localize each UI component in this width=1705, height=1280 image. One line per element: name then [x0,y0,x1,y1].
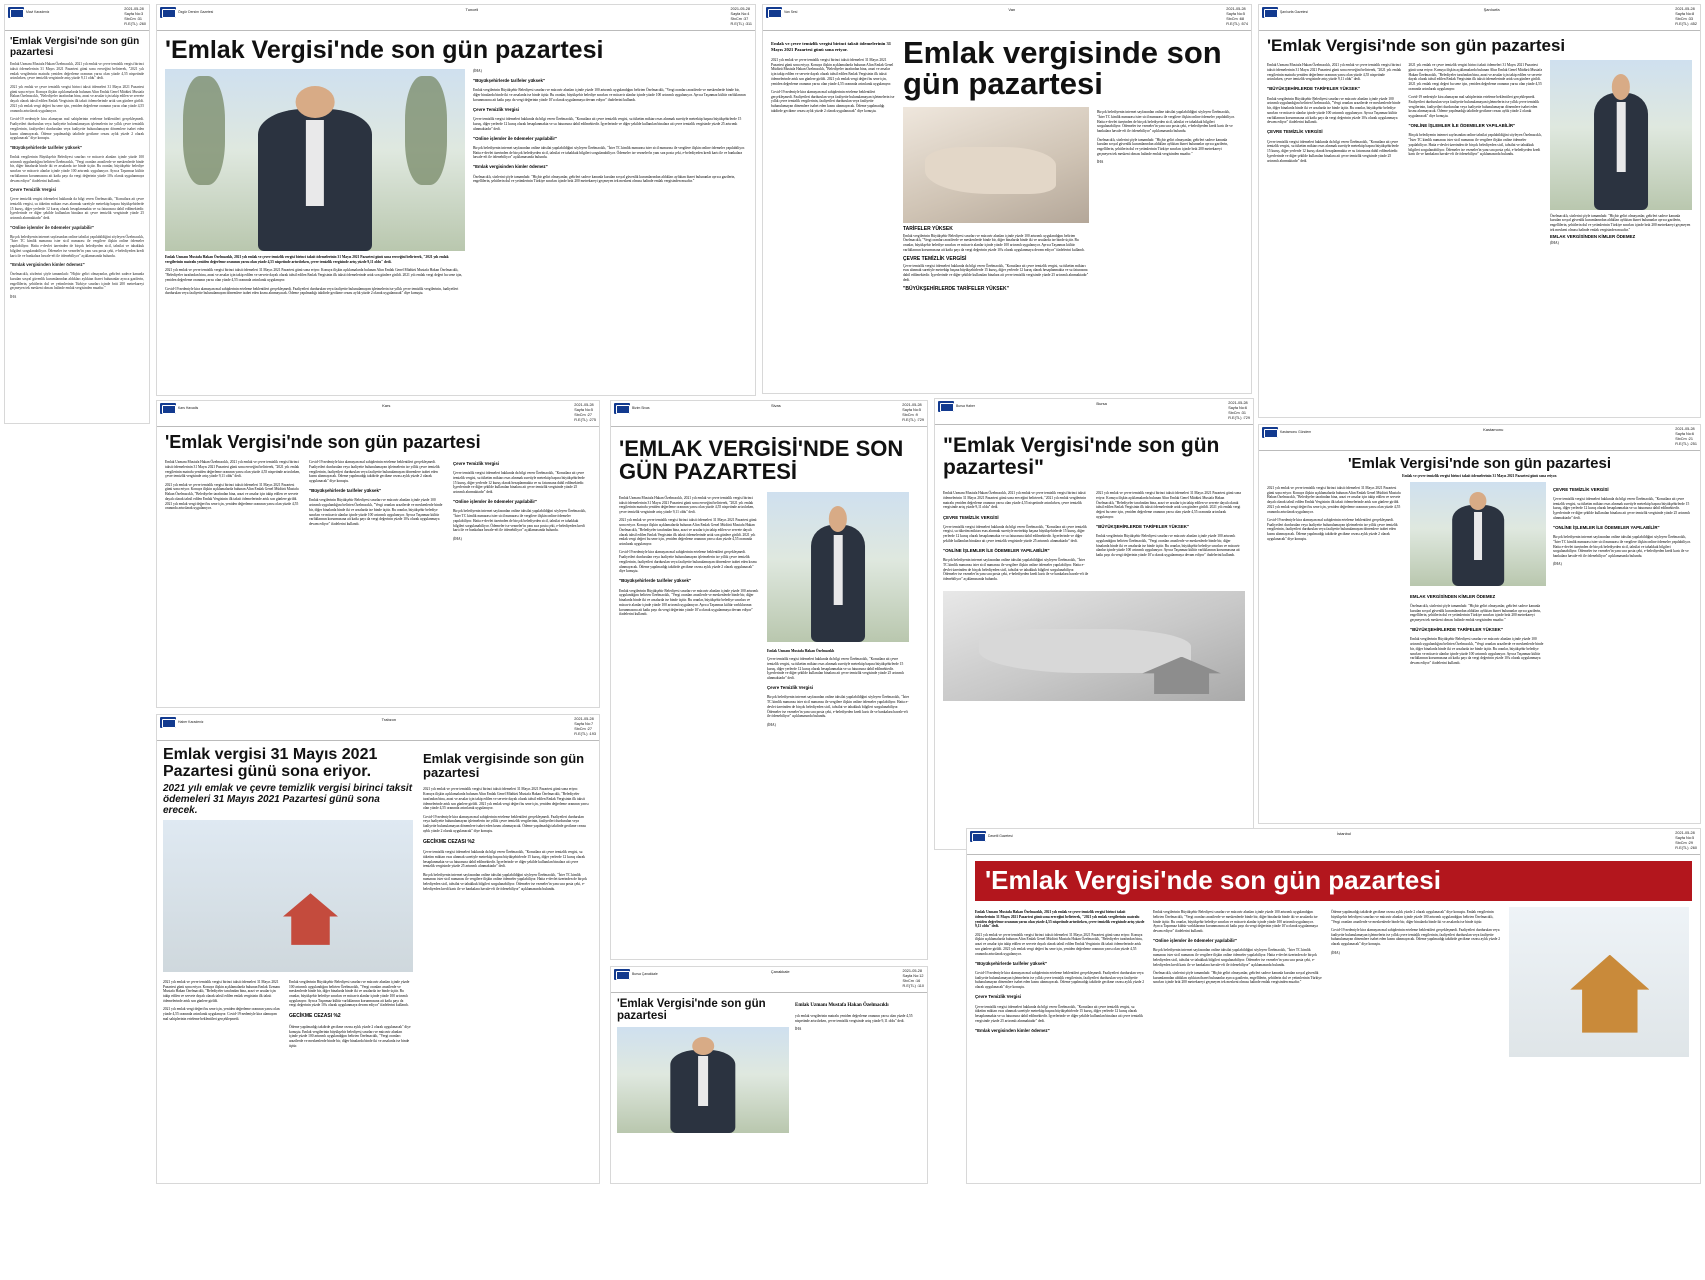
para-5: Birçok belediyenin internet sayfasından online tahsilat yapılabildiğini söyleyen Özelmacıklı, "İster TC kimlik numarası ister sicil numarası ile vergilere ilişkin online ödemeler yapılabiliyor. Hatta e-devlet üzerinden de birçok belediyeden sicil, tahsilat ve tahakkuk bilgileri sorgulanabiliyor. Ödemeler ise vezneler'in yanı sıra posta çeki, e-belediyeden kredi kartı ile ve bankalara havale-eft ile ödenebiliyor" açıklamasında bulundu. [767,695,909,719]
para-3: Emlak vergilerinin Büyükşehir Belediyesi sınırları ve mücavir alanları içinde yüzde 100 artırımlı uygulandığını belirten Özelmacıklı, "Vergi oranları arazilerde ve meskenlerde binde bir, diğer binalarda binde iki ve arsalarda ise binde üçtür. Bu oranlar, büyükşehir belediye sınırları ve mücavir alanlar içinde yüzde 100 artırımlı uygulanıyor. Ayrıca Taşınmaz kültür varlıklarının korunmasına ait katkı payı da vergi değerinin yüzde 10'u olarak uygulanmaya devam ediyor" ifadelerini kullandı. [10,154,144,183]
headline: 'Emlak Vergisi'nde son gün pazartesi [10,35,140,58]
person-figure [1452,505,1504,586]
agency-logo [160,403,198,414]
para-5: 2021 yılı emlak ve çevre temizlik vergisi birinci taksit ödemeleri 31 Mayıs 2021 Pazartesi günü sona eriyor. Konuya ilişkin açıklamalarda bulunan Altın Emlak Genel Müdürü Mustafa Hakan Özelmacıklı, "Belediyeler tarafından bina, arazi ve arsalar için takip edilen ve servete dayalı olarak tahsil edilen Emlak Vergisinin ilk taksit ödemelerinde artık son günlere girildi. 2021 yılı emlak vergi değeri bu sene için, yeniden değerleme oranının yarısı olan yüzde 4,55 oranında artırılarak uygulanıyor. [423,787,589,811]
clip-meta: 2021-05-28 Sayfa No:6 StxCm :31 R.E(TL) :729 [1228,401,1250,420]
subhead: Emlak ve çevre temizlik vergisi birinci taksit ödemelerinin 31 Mayıs 2021 Pazartesi günü sona eriyor. [1402,473,1557,478]
clip-meta: 2021-05-28 Sayfa No:12 StxCm :16 R.E(TL) :110 [902,969,924,988]
para-3: Emlak vergilerinin Büyükşehir Belediyesi sınırları ve mücavir alanları içinde yüzde 100 artırımlı uygulandığını belirten Özelmacıklı, "Vergi oranları arazilerde ve meskenlerde binde bir, diğer binalarda binde iki ve arsalarda ise binde üçtür. Bu oranlar, büyükşehir belediye sınırları ve mücavir alanlar içinde yüzde 100 artırımlı uygulanıyor. Ayrıca Taşınmaz kültür varlıklarının korunmasına ait katkı payı da vergi değerinin yüzde 10'u olarak uygulanmaya devam ediyor" ifadelerini kullandı. [619,588,759,617]
lead: Emlak Uzmanı Mustafa Hakan Özelmacıklı, 2021 yılı emlak ve çevre temizlik vergisi birinci taksit ödemelerinin 31 Mayıs 2021 Pazartesi günü sona ereceğini belirterek, "2021 yılı emlak vergilerinin matrahı yeniden değerleme oranının yarısı olan yüzde 4,55 nispetinde artırılırken, çevre temizlik vergisinde artış yüzde 9,11 oldu" dedi. [165,460,301,479]
subtitle-6: "BÜYÜKŞEHİRLERDE TARİFELER YÜKSEK" [1096,524,1190,530]
clip-bursa-haber[interactable] [934,398,1254,850]
expert-photo [767,492,909,642]
clip-haber-karadeniz[interactable] [156,714,600,1184]
clip-header [157,715,599,741]
paper-name: Davetli Gazetesi [988,834,1013,839]
credit: (İHA) [767,722,776,727]
logo-mark [970,831,986,842]
agency-logo [766,7,797,18]
clip-header [935,399,1253,425]
logo-mark [160,403,176,414]
clip-meta: 2021-05-28 Sayfa No:5 StxCm :27 R.E(TL) :275 [574,403,596,422]
subtitle-2: Çevre Temizlik Vergisi [10,187,57,193]
logo-mark [614,969,630,980]
para-6: Özelmacıklı, sözlerini şöyle tamamladı: "Hiçbir geliri olmayanlar, gelirleri sadece kanunla kurulan sosyal güvenlik kurumlarından aldıkları aylıktan ibaret bulunanlar ayrıca gazilerin, engellilerin, şehitlerin dul ve yetimlerinin Türkiye sınırları içinde brüt 200 metrekareyi geçmeyen tek meskeni olması halinde emlak vergisinden muaftır." [473,174,736,184]
subtitle-1: "Büyükşehirlerde tarifeler yüksek" [10,145,83,151]
subtitle-2: Çevre Temizlik Vergisi [473,106,520,112]
clip-header [1259,5,1700,31]
paper-name: Bizim Sivas [632,406,650,411]
clip-mavi-karadeniz[interactable] [4,4,150,424]
subtitle-7: ÇEVRE TEMİZLİK VERGİSİ [903,255,967,262]
para-4: Çevre temizlik vergisi ödemeleri hakkında da bilgi veren Özelmacıklı, "Konutlara ait çevre temizlik vergisi, su tüketim miktarı esas alınmak suretiyle metreküp başına büyükşehirlerde 15 kuruş, diğer yerlerde 12 kuruş olarak hesaplanmakta ve su faturasına dahil edilmektedir. İşyerlerinde ve diğer şekilde kullanılan binalara ait çevre temizlik vergisinde yüzde 25 artırımlı alınmaktadır" dedi. [1553,496,1690,520]
subtitle-1: "Büyükşehirlerde tarifeler yüksek" [619,578,692,584]
subtitle-5: TARİFELER YÜKSEK [903,225,953,232]
para-3: Çevre temizlik vergisi ödemeleri hakkında da bilgi veren Özelmacıklı, "Konutlara ait çevre temizlik vergisi, su tüketim miktarı esas alınmak suretiyle metreküp başına büyükşehirlerde 15 kuruş, diğer yerlerde 12 kuruş olarak hesaplanmakta ve su faturasına dahil edilmektedir. İşyerlerinde ve diğer şekilde kullanılan binalara ait çevre temizlik vergisinde yüzde 25 artırımlı alınmaktadır" dedi. [975,1004,1143,1023]
clip-header [967,829,1700,855]
para-5: Birçok belediyenin internet sayfasından online tahsilat yapılabildiğini söyleyen Özelmacıklı, "İster TC kimlik numarası ister sicil numarası ile vergilere ilişkin online ödemeler yapılabiliyor. Hatta e-devlet üzerinden de birçok belediyeden sicil, tahsilat ve tahakkuk bilgileri sorgulanabiliyor. Ödemeler ise vezneler'in yanı sıra posta çeki, e-belediyeden kredi kartı ile ve bankalara havale-eft ile ödenebiliyor" açıklamasında bulundu. [1553,535,1691,559]
para-7: Ödeme yapılmadığı takdirde gecikme cezası aylık yüzde 2 olarak uygulanacak" diye konuştu. Emlak vergilerinin büyükşehir belediyesi sınırları ve mücavir alanları içinde yüzde 100 artırımlı uygulandığını belirten Özelmacıklı, "Vergi oranları arazilerde ve meskenlerde binde bir, diğer binalarda binde iki ve arsalarda ise binde üçtür. [1331,910,1494,924]
subtitle-1: "Büyükşehirlerde tarifeler yüksek" [309,488,382,494]
house-hand-photo [1509,907,1689,1057]
logo-mark [766,7,782,18]
credit: İHA [795,1027,802,1032]
paper-city: Sivas [771,403,781,408]
subtitle-8: "ONLİNE İŞLEMLER İLE ÖDEMELER YAPILABİLİR" [1553,524,1660,530]
credit: İHA [1097,160,1104,165]
subhead: Emlak ve çevre temizlik vergisi birinci taksit ödemelerinin 31 Mayıs 2021 Pazartesi günü sona eriyor. [771,41,892,53]
para-7: Çevre temizlik vergisi ödemeleri hakkında da bilgi veren Özelmacıklı, "Konutlara ait çevre temizlik vergisi, su tüketim miktarı esas alınmak suretiyle metreküp başına büyükşehirlerde 15 kuruş, diğer yerlerde 12 kuruş olarak hesaplanmakta ve su faturasına dahil edilmektedir. İşyerlerinde ve diğer şekilde kullanılan binalara ait çevre temizlik vergisinde yüzde 25 artırımlı alınmaktadır" dedi. [423,850,585,869]
clip-meta: 2021-05-28 Sayfa No:5 StxCm :68 R.E(TL) :574 [1226,7,1248,26]
subtitle-3: "Online işlemler ile ödemeler yapılabilir" [453,499,538,505]
headline: 'EMLAK VERGİSİ'NDE SON GÜN PAZARTESİ [619,435,904,485]
clip-meta: 2021-05-28 Sayfa No:5 StxCm :9 R.E(TL) :729 [902,403,924,422]
lead: Emlak Uzmanı Mustafa Hakan Özelmacıklı, 2021 yılı emlak ve çevre temizlik vergisi birinci taksit ödemelerinin 31 Mayıs 2021 Pazartesi günü sona ereceğini belirterek, "2021 yılı emlak vergilerinin matrahı yeniden değerleme oranının yarısı olan yüzde 4,55 nispetinde artırılırken, çevre temizlik vergisinde artış yüzde 9,11 oldu" dedi. [619,495,755,514]
person-figure [258,109,372,251]
clip-davetli-gazetesi[interactable] [966,828,1701,1184]
subtitle-4: "Emlak vergisinden kimler ödemez" [10,262,85,268]
para-4: Çevre temizlik vergisi ödemeleri hakkında da bilgi veren Özelmacıklı, "Konutlara ait çevre temizlik vergisi, su tüketim miktarı esas alınmak suretiyle metreküp başına büyükşehirlerde 15 kuruş, diğer yerlerde 12 kuruş olarak hesaplanmakta ve su faturasına dahil edilmektedir. İşyerlerinde ve diğer şekilde kullanılan binalara ait çevre temizlik vergisinde yüzde 25 artırımlı alınmaktadır" dedi. [10,197,144,221]
logo-mark [160,7,176,18]
clip-header [763,5,1251,31]
subtitle-8: "ONLİNE İŞLEMLER İLE ÖDEMELER YAPILABİLİR" [943,548,1050,554]
para-1: 2021 yılı emlak ve çevre temizlik vergisi birinci taksit ödemeleri 31 Mayıs 2021 Pazartesi günü sona eriyor. Konuya ilişkin açıklamalarda bulunan Altın Emlak Genel Müdürü Mustafa Hakan Özelmacıklı, "Belediyeler tarafından bina, arazi ve arsalar için takip edilen ve servete dayalı olarak tahsil edilen Emlak Vergisinin ilk taksit ödemelerinde artık son günlere girildi. 2021 yılı emlak vergi değeri bu sene için, yeniden değerleme oranının yarısı olan yüzde 4,55 oranında artırılarak uygulanıyor. [619,518,757,546]
clip-van-sesi[interactable] [762,4,1252,394]
para-5: Birçok belediyenin internet sayfasından online tahsilat yapılabildiğini söyleyen Özelmacıklı, "İster TC kimlik numarası ister sicil numarası ile vergilere ilişkin online ödemeler yapılabiliyor. Hatta e-devlet üzerinden de birçok belediyeden sicil, tahsilat ve tahakkuk bilgileri sorgulanabiliyor. Ödemeler ise vezneler'in yanı sıra posta çeki, e-belediyeden kredi kartı ile ve bankalara havale-eft ile ödenebiliyor" açıklamasında bulundu. [943,558,1089,582]
clip-kastamonu-gundem[interactable] [1258,424,1701,824]
clip-ozgur-dersim[interactable] [156,4,756,396]
clip-meta: 2021-05-28 Sayfa No:4 StxCm :37 R.E(TL) :311 [730,7,752,26]
subtitle-7: ÇEVRE TEMİZLİK VERGİSİ [943,514,999,520]
para-4: Çevre temizlik vergisi ödemeleri hakkında da bilgi veren Özelmacıklı, "Konutlara ait çevre temizlik vergisi, su tüketim miktarı esas alınmak suretiyle metreküp başına büyükşehirlerde 15 kuruş, diğer yerlerde 12 kuruş olarak hesaplanmakta ve su faturasına dahil edilmektedir. İşyerlerinde ve diğer şekilde kullanılan binalara ait çevre temizlik vergisinde yüzde 25 artırımlı alınmaktadır" dedi. [767,657,904,681]
clip-bursa-canakkale[interactable] [610,966,928,1184]
para-4: Çevre temizlik vergisi ödemeleri hakkında da bilgi veren Özelmacıklı, "Konutlara ait çevre temizlik vergisi, su tüketim miktarı esas alınmak suretiyle metreküp başına büyükşehirlerde 15 kuruş, diğer yerlerde 12 kuruş olarak hesaplanmakta ve su faturasına dahil edilmektedir. İşyerlerinde ve diğer şekilde kullanılan binalara ait çevre temizlik vergisinde yüzde 25 artırımlı alınmaktadır" dedi. [1267,139,1399,163]
paper-city: İstanbul [1336,831,1351,836]
subtitle-3: "Online işlemler ile ödemeler yapılabilir" [1153,938,1238,944]
paper-name: Kars Havadis [178,406,199,411]
person-figure [811,525,865,642]
photo-caption: Emlak Uzmanı Mustafa Hakan Özelmacıklı [767,648,835,653]
clip-header [157,5,755,31]
clip-meta: 2021-05-28 Sayfa No:7 StxCm :27 R.E(TL) :193 [574,717,596,736]
paper-name: Van Sesi [784,10,798,15]
para-3: Emlak vergilerinin Büyükşehir Belediyesi sınırları ve mücavir alanları içinde yüzde 100 artırımlı uygulandığını belirten Özelmacıklı, "Vergi oranları arazilerde ve meskenlerde binde bir, diğer binalarda binde iki ve arsalarda ise binde üçtür. Bu oranlar, büyükşehir belediye sınırları ve mücavir alanlar içinde yüzde 100 artırımlı uygulanıyor. Ayrıca Taşınmaz kültür varlıklarının korunmasına ait katkı payı da vergi değerinin yüzde 10'u olarak uygulanmaya devam ediyor" ifadelerini kullandı. [289,979,410,1008]
headline: "Emlak Vergisi'nde son gün pazartesi" [943,433,1220,480]
credit: (İHA) [1331,950,1340,955]
clip-kars-havadis[interactable] [156,400,600,708]
headline: Emlak vergisinde son gün pazartesi [903,34,1222,101]
expert-photo [1550,60,1692,210]
para-2: 2021 yılı emlak vergi değeri bu sene için, yeniden değerleme oranının yarısı olan yüzde 4,55 oranında artırılarak uygulanıyor. Covid-19 nedeniyle kira alamayan mal sahiplerinin erteleme beklentileri gerçekleşmedi. [163,1007,280,1021]
para-2: Covid-19 nedeniyle kira alamayan mal sahiplerinin erteleme beklentileri gerçekleşmedi. Faaliyetleri durdurulan veya faaliyette bulunulamayan işletmelerin ise yıllık çevre temizlik vergilerinin, faaliyetleri durdurulan veya faaliyette bulunulamayan dönemlere isabet eden kısmı alınmayacak. Ödeme yapılmadığı takdirde gecikme cezası aylık yüzde 2 olarak uygulanacak" diye konuştu. [771,90,895,113]
paper-city: Van [1008,7,1016,12]
agency-logo [970,831,1013,842]
para-2: Covid-19 nedeniyle kira alamayan mal sahiplerinin erteleme beklentileri gerçekleşmedi. Faaliyetleri durdurulan veya faaliyette bulunulamayan işletmelerin ise yıllık çevre temizlik vergilerinin, faaliyetleri durdurulan veya faaliyette bulunulamayan dönemlere isabet eden kısmı alınmayacak. Ödeme yapılmadığı takdirde gecikme cezası aylık yüzde 2 olarak uygulanacak" diye konuştu. [165,286,459,296]
paper-city: Bursa [1096,401,1107,406]
para-5: Birçok belediyenin internet sayfasından online tahsilat yapılabildiğini söyleyen Özelmacıklı, "İster TC kimlik numarası ister sicil numarası ile vergilere ilişkin online ödemeler yapılabiliyor. Hatta e-devlet üzerinden de birçok belediyeden sicil, tahsilat ve tahakkuk bilgileri sorgulanabiliyor. Ödemeler ise vezneler'in yanı sıra posta çeki, e-belediyeden kredi kartı ile ve bankalara havale-eft ile ödenebiliyor" açıklamasında bulundu. [453,509,587,533]
worker-photo [943,591,1245,701]
para-3: Emlak vergilerinin Büyükşehir Belediyesi sınırları ve mücavir alanları içinde yüzde 100 artırımlı uygulandığını belirten Özelmacıklı, "Vergi oranları arazilerde ve meskenlerde binde bir, diğer binalarda binde iki ve arsalarda ise binde üçtür. Bu oranlar, büyükşehir belediye sınırları ve mücavir alanlar içinde yüzde 100 artırımlı uygulanıyor. Ayrıca Taşınmaz kültür varlıklarının korunmasına ait katkı payı da vergi değerinin yüzde 10'u olarak uygulanmaya devam ediyor" ifadelerini kullandı. [1410,637,1544,666]
agency-logo [614,969,658,980]
subtitle-4: "Emlak vergisinden kimler ödemez" [975,1027,1050,1033]
headline: 'Emlak Vergisi'nde son gün pazartesi [617,997,766,1023]
subhead: 2021 yılı emlak ve çevre temizlik vergisi birinci taksit ödemeleri 31 Mayıs 2021 Pazartesi günü sona erecek. [163,783,413,817]
para-3: Emlak vergilerinin Büyükşehir Belediyesi sınırları ve mücavir alanları içinde yüzde 100 artırımlı uygulandığını belirten Özelmacıklı, "Vergi oranları arazilerde ve meskenlerde binde bir, diğer binalarda binde iki ve arsalarda ise binde üçtür. Bu oranlar, büyükşehir belediye sınırları ve mücavir alanlar içinde yüzde 100 artırımlı uygulanıyor. Ayrıca Taşınmaz kültür varlıklarının korunmasına ait katkı payı da vergi değerinin yüzde 10'u olarak uygulanmaya devam ediyor" ifadelerini kullandı. [1267,96,1401,125]
para-1: 2021 yılı emlak ve çevre temizlik vergisi birinci taksit ödemeleri 31 Mayıs 2021 Pazartesi günü sona eriyor. Konuya ilişkin açıklamalarda bulunan Emlak Uzmanı Mustafa Hakan Özelmacıklı, "Belediyeler tarafından bina, arazi ve arsalar için takip edilen ve servete dayalı olarak tahsil edilen emlak vergisinin ilk taksit ödemelerinde artık son günlere girildi. [163,979,280,1003]
headline-banner: 'Emlak Vergisi'nde son gün pazartesi [975,861,1692,901]
paper-name: Kastamonu Gündem [1280,430,1312,435]
clip-header [1259,425,1700,451]
subtitle-10: GECİKME CEZASI %2 [289,1013,341,1020]
agency-logo [614,403,650,414]
para-2: Covid-19 nedeniyle kira alamayan mal sahiplerinin erteleme beklentileri gerçekleşmedi. Faaliyetleri durdurulan veya faaliyette bulunulamayan işletmelerin ise yıllık çevre temizlik vergilerinin, faaliyetleri durdurulan veya faaliyette bulunulamayan dönemlere isabet eden kısmı alınmayacak. Ödeme yapılmadığı takdirde gecikme cezası aylık yüzde 2 olarak uygulanacak" diye konuştu. [309,460,440,484]
subtitle-6: "BÜYÜKŞEHİRLERDE TARİFELER YÜKSEK" [1410,627,1504,633]
subtitle-4: "Emlak vergisinden kimler ödemez" [473,164,548,170]
para-6: Özelmacıklı, sözlerini şöyle tamamladı: "Hiçbir geliri olmayanlar, gelirleri sadece kanunla kurulan sosyal güvenlik kurumlarından aldıkları aylıktan ibaret bulunanlar ayrıca gazilerin, engellilerin, şehitlerin dul ve yetimlerinin Türkiye sınırları içinde brüt 200 metrekareyi geçmeyen tek meskeni olması halinde emlak vergisinden muaftır." [1097,137,1229,156]
clip-sanliurfa[interactable] [1258,4,1701,418]
paper-name: Bursa Haber [956,404,976,409]
para-8: Covid-19 nedeniyle kira alamayan mal sahiplerinin erteleme beklentileri gerçekleşmedi. Faaliyetleri durdurulan veya faaliyette bulunulamayan işletmelerin ise yıllık çevre temizlik vergilerinin, faaliyetleri durdurulan veya faaliyette bulunulamayan dönemlere isabet eden kısmı alınmayacak. Ödeme yapılmadığı takdirde gecikme cezası aylık yüzde 2 olarak uygulanacak" diye konuştu. [1331,927,1501,947]
clip-header [5,5,149,31]
hands-photo [903,107,1089,223]
subtitle-1: "Büyükşehirlerde tarifeler yüksek" [473,78,546,84]
headline: 'Emlak Vergisi'nde son gün pazartesi [165,35,604,64]
paper-name: Özgür Dersim Gazetesi [178,10,214,15]
expert-photo [617,1027,789,1133]
para-1: 2021 yılı emlak ve çevre temizlik vergisi birinci taksit ödemeleri 31 Mayıs 2021 Pazartesi günü sona eriyor. Konuya ilişkin açıklamalarda bulunan Altın Emlak Genel Müdürü Mustafa Hakan Özelmacıklı, "Belediyeler tarafından bina, arazi ve arsalar için takip edilen ve servete dayalı olarak tahsil edilen Emlak Vergisinin ilk taksit ödemelerinde artık son günlere girildi. 2021 yılı emlak vergi değeri bu sene için, yeniden değerleme oranının yarısı olan yüzde 4,55 oranında artırılarak uygulanıyor. [771,58,894,86]
credit: (İHA) [1553,562,1562,567]
credit: (İHA) [453,536,462,541]
subtitle-9: EMLAK VERGİSİNDEN KİMLER ÖDEMEZ [1550,234,1636,240]
paper-city: Kastamonu [1483,427,1504,432]
credit: İHA [10,295,17,300]
expert-photo [165,69,465,251]
para-4: Ödeme yapılmadığı takdirde gecikme cezası aylık yüzde 2 olarak uygulanacak" diye konuştu. Emlak vergilerinin büyükşehir belediyesi sınırları ve mücavir alanları içinde yüzde 100 artırımlı uygulandığını belirten Özelmacıklı, "Vergi oranları arazilerde ve meskenlerde binde bir, diğer binalarda binde iki ve arsalarda ise binde üçtür. [289,1024,411,1048]
house-photo [163,820,413,972]
clip-meta: 2021-05-28 Sayfa No:5 StxCm :29 R.E(TL) :260 [1675,831,1697,850]
logo-mark [938,401,954,412]
expert-name: Emlak Uzmanı Mustafa Hakan Özelmacıklı [795,1002,889,1008]
para-2: Covid-19 nedeniyle kira alamayan mal sahiplerinin erteleme beklentileri gerçekleşmedi. Faaliyetleri durdurulan veya faaliyette bulunulamayan işletmelerin ise yıllık çevre temizlik vergilerinin, faaliyetleri durdurulan veya faaliyette bulunulamayan dönemlere isabet eden kısmı alınmayacak. Ödeme yapılmadığı takdirde gecikme cezası aylık yüzde 2 olarak uygulanacak" diye konuştu. [975,970,1145,990]
subtitle-7: ÇEVRE TEMİZLİK VERGİSİ [1267,129,1323,135]
para-6: Covid-19 nedeniyle kira alamayan mal sahiplerinin erteleme beklentileri gerçekleşmedi. Faaliyetleri durdurulan veya faaliyette bulunulamayan işletmelerin ise yıllık çevre temizlik vergilerinin, faaliyetleri durdurulan veya faaliyette bulunulamayan dönemlere isabet eden kısmı alınmayacak. Ödeme yapılmadığı takdirde gecikme cezası aylık yüzde 2 olarak uygulanacak" diye konuştu. [423,814,587,833]
clip-header [157,401,599,427]
para-3: Emlak vergilerinin Büyükşehir Belediyesi sınırları ve mücavir alanları içinde yüzde 100 artırımlı uygulandığını belirten Özelmacıklı, "Vergi oranları arazilerde ve meskenlerde binde bir, diğer binalarda binde iki ve arsalarda ise binde üçtür. Bu oranlar, büyükşehir belediye sınırları ve mücavir alanlar içinde yüzde 100 artırımlı uygulanıyor. Ayrıca Taşınmaz kültür varlıklarının korunmasına ait katkı payı da vergi değerinin yüzde 10'u olarak uygulanmaya devam ediyor" ifadelerini kullandı. [1096,534,1240,558]
paper-city: Tunceli [465,7,479,12]
para-6: Özelmacıklı, sözlerini şöyle tamamladı: "Hiçbir geliri olmayanlar, gelirleri sadece kanunla kurulan sosyal güvenlik kurumlarından aldıkları aylıktan ibaret bulunanlar ayrıca gazilerin, engellilerin, şehitlerin dul ve yetimlerinin Türkiye sınırları içinde brüt 200 metrekareyi geçmeyen tek meskeni olması halinde emlak vergisinden muaftır." [1550,213,1691,232]
para-8: Birçok belediyenin internet sayfasından online tahsilat yapılabildiğini söyleyen Özelmacıklı, "İster TC kimlik numarası ister sicil numarası ile vergilere ilişkin online ödemeler yapılabiliyor. Hatta e-devlet üzerinden de birçok belediyeden sicil, tahsilat ve tahakkuk bilgileri sorgulanabiliyor. Ödemeler ise vezneler'in yanı sıra posta çeki, e-belediyeden kredi kartı ile ve bankalara havale-eft ile ödenebiliyor" açıklamasında bulundu. [423,872,587,891]
para-4: Çevre temizlik vergisi ödemeleri hakkında da bilgi veren Özelmacıklı, "Konutlara ait çevre temizlik vergisi, su tüketim miktarı esas alınmak suretiyle metreküp başına büyükşehirlerde 15 kuruş, diğer yerlerde 12 kuruş olarak hesaplanmakta ve su faturasına dahil edilmektedir. İşyerlerinde ve diğer şekilde kullanılan binalara ait çevre temizlik vergisinde yüzde 25 artırımlı alınmaktadır" dedi. [903,263,1089,282]
para-6: Özelmacıklı, sözlerini şöyle tamamladı: "Hiçbir geliri olmayanlar, gelirleri sadece kanunla kurulan sosyal güvenlik kurumlarından aldıkları aylıktan ibaret bulunanlar ayrıca gazilerin, engellilerin, şehitlerin dul ve yetimlerinin Türkiye sınırları içinde brüt 200 metrekareyi geçmeyen tek meskeni olması halinde emlak vergisinden muaftır." [10,272,144,291]
para-2: Covid-19 nedeniyle kira alamayan mal sahiplerinin erteleme beklentileri gerçekleşmedi. Faaliyetleri durdurulan veya faaliyette bulunulamayan işletmelerin ise yıllık çevre temizlik vergilerinin, faaliyetleri durdurulan veya faaliyette bulunulamayan dönemlere isabet eden kısmı alınmayacak. Ödeme yapılmadığı takdirde gecikme cezası aylık yüzde 2 olarak uygulanacak" diye konuştu. [1408,95,1540,119]
para-intro: (İHA) [473,68,482,73]
paper-city: Çanakkale [770,969,790,974]
clip-meta: 2021-05-28 Sayfa No:8 StxCm :33 R.E(TL) :452 [1675,7,1697,26]
agency-logo [160,7,213,18]
paper-name: Haber Karadeniz [178,720,204,725]
logo-mark [1262,7,1278,18]
agency-logo [1262,427,1311,438]
subtitle-1: "Büyükşehirlerde tarifeler yüksek" [975,960,1048,966]
clip-header [611,401,927,427]
subtitle-3: "Online işlemler ile ödemeler yapılabilir" [473,135,558,141]
para-5: Birçok belediyenin internet sayfasından online tahsilat yapılabildiğini söyleyen Özelmacıklı, "İster TC kimlik numarası ister sicil numarası ile vergilere ilişkin online ödemeler yapılabiliyor. Hatta e-devlet üzerinden de birçok belediyeden sicil, tahsilat ve tahakkuk bilgileri sorgulanabiliyor. Ödemeler ise vezneler'in yanı sıra posta çeki, e-belediyeden kredi kartı ile ve bankalara havale-eft ile ödenebiliyor" açıklamasında bulundu. [1097,110,1235,134]
tree-shape [405,76,447,185]
logo-mark [614,403,630,414]
para-1: 2021 yılı emlak ve çevre temizlik vergisi birinci taksit ödemeleri 31 Mayıs 2021 Pazartesi günü sona eriyor. Konuya ilişkin açıklamalarda bulunan Altın Emlak Genel Müdürü Mustafa Hakan Özelmacıklı, "Belediyeler tarafından bina, arazi ve arsalar için takip edilen ve servete dayalı olarak tahsil edilen Emlak Vergisinin ilk taksit ödemelerinde artık son günlere girildi. 2021 yılı emlak vergi değeri bu sene için, yeniden değerleme oranının yarısı olan yüzde 4,55 oranında artırılarak uygulanıyor. [975,932,1143,956]
subtitle-10b: GECİKME CEZASI %2 [423,838,475,845]
headline-secondary: Emlak vergisinde son gün pazartesi [423,750,585,780]
para-1: 2021 yılı emlak ve çevre temizlik vergisi birinci taksit ödemeleri 31 Mayıs 2021 Pazartesi günü sona eriyor. Konuya ilişkin açıklamalarda bulunan Altın Emlak Genel Müdürü Mustafa Hakan Özelmacıklı, "Belediyeler tarafından bina, arazi ve arsalar için takip edilen ve servete dayalı olarak tahsil edilen Emlak Vergisinin ilk taksit ödemelerinde artık son günlere girildi. 2021 yılı emlak vergi değeri bu sene için, yeniden değerleme oranının yarısı olan yüzde 4,55 oranında artırılarak uygulanıyor. [165,482,299,511]
para-5: Birçok belediyenin internet sayfasından online tahsilat yapılabildiğini söyleyen Özelmacıklı, "İster TC kimlik numarası ister sicil numarası ile vergilere ilişkin online ödemeler yapılabiliyor. Hatta e-devlet üzerinden de birçok belediyeden sicil, tahsilat ve tahakkuk bilgileri sorgulanabiliyor. Ödemeler ise vezneler'in yanı sıra posta çeki, e-belediyeden kredi kartı ile ve bankalara havale-eft ile ödenebiliyor" açıklamasında bulundu. [1408,133,1542,157]
subtitle-8: "ONLİNE İŞLEMLER İLE ÖDEMELER YAPILABİLİR" [1408,123,1516,129]
para-5: Birçok belediyenin internet sayfasından online tahsilat yapılabildiğini söyleyen Özelmacıklı, "İster TC kimlik numarası ister sicil numarası ile vergilere ilişkin online ödemeler yapılabiliyor. Hatta e-devlet üzerinden de birçok belediyeden sicil, tahsilat ve tahakkuk bilgileri sorgulanabiliyor. Ödemeler ise vezneler'in yanı sıra posta çeki, e-belediyeden kredi kartı ile ve bankalara havale-eft ile ödenebiliyor" açıklamasında bulundu. [473,145,745,160]
para-1: 2021 yılı emlak ve çevre temizlik vergisi birinci taksit ödemeleri 31 Mayıs 2021 Pazartesi günü sona eriyor. Konuya ilişkin açıklamalarda bulunan Altın Emlak Genel Müdürü Mustafa Hakan Özelmacıklı, "Belediyeler tarafından bina, arazi ve arsalar için takip edilen ve servete dayalı olarak tahsil edilen Emlak Vergisinin ilk taksit ödemelerinde artık son günlere girildi. 2021 yılı emlak vergi değeri bu sene için, yeniden değerleme oranının yarısı olan yüzde 4,55 oranında artırılarak uygulanıyor. [165,268,463,282]
clip-meta: 2021-05-28 Sayfa No:3 StxCm :31 R.E(TL) :260 [124,7,146,26]
headline: 'Emlak Vergisi'nde son gün pazartesi [1267,35,1566,55]
para-3: Emlak vergilerinin Büyükşehir Belediyesi sınırları ve mücavir alanları içinde yüzde 100 artırımlı uygulandığını belirten Özelmacıklı, "Vergi oranları arazilerde ve meskenlerde binde bir, diğer binalarda binde iki ve arsalarda ise binde üçtür. Bu oranlar, büyükşehir belediye sınırları ve mücavir alanlar içinde yüzde 100 artırımlı uygulanıyor. Ayrıca Taşınmaz kültür varlıklarının korunmasına ait katkı payı da vergi değerinin yüzde 10'u olarak uygulanmaya devam ediyor" ifadelerini kullandı. [903,233,1085,252]
para-5: Birçok belediyenin internet sayfasından online tahsilat yapılabildiğini söyleyen Özelmacıklı, "İster TC kimlik numarası ister sicil numarası ile vergilere ilişkin online ödemeler yapılabiliyor. Hatta e-devlet üzerinden de birçok belediyeden sicil, tahsilat ve tahakkuk bilgileri sorgulanabiliyor. Ödemeler ise vezneler'in yanı sıra posta çeki, e-belediyeden kredi kartı ile ve bankalara havale-eft ile ödenebiliyor" açıklamasında bulundu. [1153,948,1317,967]
clip-meta: 2021-05-28 Sayfa No:6 StxCm :21 R.E(TL) :251 [1675,427,1697,446]
para-4: Çevre temizlik vergisi ödemeleri hakkında da bilgi veren Özelmacıklı, "Konutlara ait çevre temizlik vergisi, su tüketim miktarı esas alınmak suretiyle metreküp başına büyükşehirlerde 15 kuruş, diğer yerlerde 12 kuruş olarak hesaplanmakta ve su faturasına dahil edilmektedir. İşyerlerinde ve diğer şekilde kullanılan binalara ait çevre temizlik vergisinde yüzde 25 artırımlı alınmaktadır" dedi. [943,524,1087,543]
paper-city: Kars [382,403,391,408]
para-4: Çevre temizlik vergisi ödemeleri hakkında da bilgi veren Özelmacıklı, "Konutlara ait çevre temizlik vergisi, su tüketim miktarı esas alınmak suretiyle metreküp başına büyükşehirlerde 15 kuruş, diğer yerlerde 12 kuruş olarak hesaplanmakta ve su faturasına dahil edilmektedir. İşyerlerinde ve diğer şekilde kullanılan binalara ait çevre temizlik vergisinde yüzde 25 artırımlı alınmaktadır" dedi. [473,117,742,131]
clip-header [611,967,927,993]
paper-name: Mavi Karadeniz [26,10,50,15]
paper-name: Bursa Çanakkale [632,972,658,977]
agency-logo [1262,7,1308,18]
para-1: 2021 yılı emlak ve çevre temizlik vergisi birinci taksit ödemeleri 31 Mayıs 2021 Pazartesi günü sona eriyor. Konuya ilişkin açıklamalarda bulunan Altın Emlak Genel Müdürü Mustafa Hakan Özelmacıklı, "Belediyeler tarafından bina, arazi ve arsalar için takip edilen ve servete dayalı olarak tahsil edilen Emlak Vergisinin ilk taksit ödemelerinde artık son günlere girildi. 2021 yılı emlak vergi değeri bu sene için, yeniden değerleme oranının yarısı olan yüzde 4,55 oranında artırılarak uygulanıyor. [10,85,144,113]
clip-bizim-sivas[interactable] [610,400,928,960]
para-2: Covid-19 nedeniyle kira alamayan mal sahiplerinin erteleme beklentileri gerçekleşmedi. Faaliyetleri durdurulan veya faaliyette bulunulamayan işletmelerin ise yıllık çevre temizlik vergilerinin, faaliyetleri durdurulan veya faaliyette bulunulamayan dönemlere isabet eden kısmı alınmayacak. Ödeme yapılmadığı takdirde gecikme cezası aylık yüzde 2 olarak uygulanacak" diye konuştu. [1267,517,1398,541]
para-5: Birçok belediyenin internet sayfasından online tahsilat yapılabildiğini söyleyen Özelmacıklı, "İster TC kimlik numarası ister sicil numarası ile vergilere ilişkin online ödemeler yapılabiliyor. Hatta e-devlet üzerinden de birçok belediyeden sicil, tahsilat ve tahakkuk bilgileri sorgulanabiliyor. Ödemeler ise vezneler'in yanı sıra posta çeki, e-belediyeden kredi kartı ile ve bankalara havale-eft ile ödenebiliyor" açıklamasında bulundu. [10,234,144,258]
subtitle-2: Çevre Temizlik Vergisi [975,994,1022,1000]
photo-caption: Emlak Uzmanı Mustafa Hakan Özelmacıklı, 2021 yılı emlak ve çevre temizlik vergisi birinci taksit ödemelerinin 31 Mayıs 2021 Pazartesi günü sona ereceğini belirterek, "2021 yılı emlak vergilerinin matrahı yeniden değerleme oranının yarısı olan yüzde 4,55 nispetinde artırılırken, çevre temizlik vergisinde artış yüzde 9,11 oldu" dedi. [165,254,449,264]
logo-mark [8,7,24,18]
logo-mark [1262,427,1278,438]
agency-logo [160,717,203,728]
para-3: Emlak vergilerinin Büyükşehir Belediyesi sınırları ve mücavir alanları içinde yüzde 100 artırımlı uygulandığını belirten Özelmacıklı, "Vergi oranları arazilerde ve meskenlerde binde bir, diğer binalarda binde iki ve arsalarda ise binde üçtür. Bu oranlar, büyükşehir belediye sınırları ve mücavir alanlar içinde yüzde 100 artırımlı uygulanıyor. Ayrıca Taşınmaz kültür varlıklarının korunmasına ait katkı payı da vergi değerinin yüzde 10'u olarak uygulanmaya devam ediyor" ifadelerini kullandı. [473,88,746,102]
subtitle-3: "Online işlemler ile ödemeler yapılabilir" [10,224,95,230]
headline: 'Emlak Vergisi'nde son gün pazartesi [1347,454,1612,472]
expert-photo [1410,482,1546,586]
para-4: Emlak vergilerinin Büyükşehir Belediyesi sınırları ve mücavir alanları içinde yüzde 100 artırımlı uygulandığını belirten Özelmacıklı, "Vergi oranları arazilerde ve meskenlerde binde bir, diğer binalarda binde iki ve arsalarda ise binde üçtür. Bu oranlar, büyükşehir belediye sınırları ve mücavir alanlar içinde yüzde 100 artırımlı uygulanıyor. Ayrıca Taşınmaz kültür varlıklarının korunmasına ait katkı payı da vergi değerinin yüzde 10'u olarak uygulanmaya devam ediyor" ifadelerini kullandı. [1153,910,1318,934]
para-6: Özelmacıklı, sözlerini şöyle tamamladı: "Hiçbir geliri olmayanlar, gelirleri sadece kanunla kurulan sosyal güvenlik kurumlarından aldıkları aylıktan ibaret bulunanlar ayrıca gazilerin, engellilerin, şehitlerin dul ve yetimlerinin Türkiye sınırları içinde brüt 200 metrekareyi geçmeyen tek meskeni olması halinde emlak vergisinden muaftır." [1153,970,1322,985]
paper-city: Trabzon [381,717,397,722]
subtitle-9: EMLAK VERGİSİNDEN KİMLER ÖDEMEZ [1410,593,1496,599]
headline: 'Emlak Vergisi'nde son gün pazartesi [165,431,481,452]
photo-content [903,107,1089,223]
subtitle-2: Çevre Temizlik Vergisi [767,685,814,691]
para-1: yılı emlak vergilerinin matrahı yeniden değerleme oranının yarısı olan yüzde 4,55 nispetinde artırılırken, çevre temizlik vergisinde artış yüzde 9,11 oldu" dedi. [795,1014,913,1024]
lead: Emlak Uzmanı Mustafa Hakan Özelmacıklı, 2021 yılı emlak ve çevre temizlik vergisi birinci taksit ödemelerinin 31 Mayıs 2021 Pazartesi günü sona ereceğini belirterek, "2021 yılı emlak vergilerinin matrahı yeniden değerleme oranının yarısı olan yüzde 4,55 nispetinde artırılırken, çevre temizlik vergisinde artış yüzde 9,11 oldu" dedi. [975,910,1145,929]
paper-city: Şanlıurfa [1483,7,1500,12]
agency-logo [8,7,49,18]
subtitle-6: "BÜYÜKŞEHİRLERDE TARİFELER YÜKSEK" [903,285,1009,292]
para-1: 2021 yılı emlak ve çevre temizlik vergisi birinci taksit ödemeleri 31 Mayıs 2021 Pazartesi günü sona eriyor. Konuya ilişkin açıklamalarda bulunan Altın Emlak Genel Müdürü Mustafa Hakan Özelmacıklı, "Belediyeler tarafından bina, arazi ve arsalar için takip edilen ve servete dayalı olarak tahsil edilen Emlak Vergisinin ilk taksit ödemelerinde artık son günlere girildi. 2021 yılı emlak vergi değeri bu sene için, yeniden değerleme oranının yarısı olan yüzde 4,55 oranında artırılarak uygulanıyor. [1267,485,1401,514]
para-2: Covid-19 nedeniyle kira alamayan mal sahiplerinin erteleme beklentileri gerçekleşmedi. Faaliyetleri durdurulan veya faaliyette bulunulamayan işletmelerin ise yıllık çevre temizlik vergilerinin, faaliyetleri durdurulan veya faaliyette bulunulamayan dönemlere isabet eden kısmı alınmayacak. Ödeme yapılmadığı takdirde gecikme cezası aylık yüzde 2 olarak uygulanacak" diye konuştu. [10,117,144,141]
lead: Emlak Uzmanı Mustafa Hakan Özelmacıklı, 2021 yılı emlak ve çevre temizlik vergisi birinci taksit ödemelerinin 31 Mayıs 2021 Pazartesi günü sona ereceğini belirterek, "2021 yılı emlak vergilerinin matrahı yeniden değerleme oranının yarısı olan yüzde 4,55 nispetinde artırılırken, çevre temizlik vergisinde artış yüzde 9,11 oldu" dedi. [943,491,1087,510]
subtitle-2: Çevre Temizlik Vergisi [453,460,500,466]
para-1: 2021 yılı emlak ve çevre temizlik vergisi birinci taksit ödemeleri 31 Mayıs 2021 Pazartesi günü sona eriyor. Konuya ilişkin açıklamalarda bulunan Altın Emlak Genel Müdürü Mustafa Hakan Özelmacıklı, "Belediyeler tarafından bina, arazi ve arsalar için takip edilen ve servete dayalı olarak tahsil edilen Emlak Vergisinin ilk taksit ödemelerinde artık son günlere girildi. 2021 yılı emlak vergi değeri bu sene için, yeniden değerleme oranının yarısı olan yüzde 4,55 oranında artırılarak uygulanıyor. [1096,491,1241,519]
para-6: Özelmacıklı, sözlerini şöyle tamamladı: "Hiçbir geliri olmayanlar, gelirleri sadece kanunla kurulan sosyal güvenlik kurumlarından aldıkları aylıktan ibaret bulunanlar ayrıca gazilerin, engellilerin, şehitlerin dul ve yetimlerinin Türkiye sınırları içinde brüt 200 metrekareyi geçmeyen tek meskeni olması halinde emlak vergisinden muaftır." [1410,603,1542,623]
headline: Emlak vergisi 31 Mayıs 2021 Pazartesi günü sona eriyor. [163,745,378,780]
para-3: Emlak vergilerinin Büyükşehir Belediyesi sınırları ve mücavir alanları içinde yüzde 100 artırımlı uygulandığını belirten Özelmacıklı, "Vergi oranları arazilerde ve meskenlerde binde bir, diğer binalarda binde iki ve arsalarda ise binde üçtür. Bu oranlar, büyükşehir belediye sınırları ve mücavir alanlar içinde yüzde 100 artırımlı uygulanıyor. Ayrıca Taşınmaz kültür varlıklarının korunmasına ait katkı payı da vergi değerinin yüzde 10'u olarak uygulanmaya devam ediyor" ifadelerini kullandı. [309,498,443,527]
subtitle-7: ÇEVRE TEMİZLİK VERGİSİ [1553,486,1609,492]
tree-shape [183,76,225,185]
para-1: 2021 yılı emlak ve çevre temizlik vergisi birinci taksit ödemeleri 31 Mayıs 2021 Pazartesi günü sona eriyor. Konuya ilişkin açıklamalarda bulunan Altın Emlak Genel Müdürü Mustafa Hakan Özelmacıklı, "Belediyeler tarafından bina, arazi ve arsalar için takip edilen ve servete dayalı olarak tahsil edilen Emlak Vergisinin ilk taksit ödemelerinde artık son günlere girildi. 2021 yılı emlak vergi değeri bu sene için, yeniden değerleme oranının yarısı olan yüzde 4,55 oranında artırılarak uygulanıyor. [1408,63,1543,91]
para-2: Covid-19 nedeniyle kira alamayan mal sahiplerinin erteleme beklentileri gerçekleşmedi. Faaliyetleri durdurulan veya faaliyette bulunulamayan işletmelerin ise yıllık çevre temizlik vergilerinin, faaliyetleri durdurulan veya faaliyette bulunulamayan dönemlere isabet eden kısmı alınmayacak. Ödeme yapılmadığı takdirde gecikme cezası aylık yüzde 2 olarak uygulanacak" diye konuştu. [619,550,757,574]
credit: (İHA) [1550,241,1559,246]
paper-name: Şanlıurfa Gazetesi [1280,10,1308,15]
para-4: Çevre temizlik vergisi ödemeleri hakkında da bilgi veren Özelmacıklı, "Konutlara ait çevre temizlik vergisi, su tüketim miktarı esas alınmak suretiyle metreküp başına büyükşehirlerde 15 kuruş, diğer yerlerde 12 kuruş olarak hesaplanmakta ve su faturasına dahil edilmektedir. İşyerlerinde ve diğer şekilde kullanılan binalara ait çevre temizlik vergisinde yüzde 25 artırımlı alınmaktadır" dedi. [453,471,585,495]
agency-logo [938,401,975,412]
subtitle-6: "BÜYÜKŞEHİRLERDE TARİFELER YÜKSEK" [1267,86,1361,92]
lead: Emlak Uzmanı Mustafa Hakan Özelmacıklı, 2021 yılı emlak ve çevre temizlik vergisi birinci taksit ödemelerinin 31 Mayıs 2021 Pazartesi günü sona ereceğini belirterek, "2021 yılı emlak vergilerinin matrahı yeniden değerleme oranının yarısı olan yüzde 4,55 nispetinde artırılırken, çevre temizlik vergisinde artış yüzde 9,11 oldu" dedi. [10,62,144,81]
lead: Emlak Uzmanı Mustafa Hakan Özelmacıklı, 2021 yılı emlak ve çevre temizlik vergisi birinci taksit ödemelerinin 31 Mayıs 2021 Pazartesi günü sona ereceğini belirterek, "2021 yılı emlak vergilerinin matrahı yeniden değerleme oranının yarısı olan yüzde 4,55 nispetinde artırılırken, çevre temizlik vergisinde artış yüzde 9,11 oldu" dedi. [1267,63,1402,82]
person-figure [670,1050,735,1133]
person-figure [1594,93,1648,210]
logo-mark [160,717,176,728]
